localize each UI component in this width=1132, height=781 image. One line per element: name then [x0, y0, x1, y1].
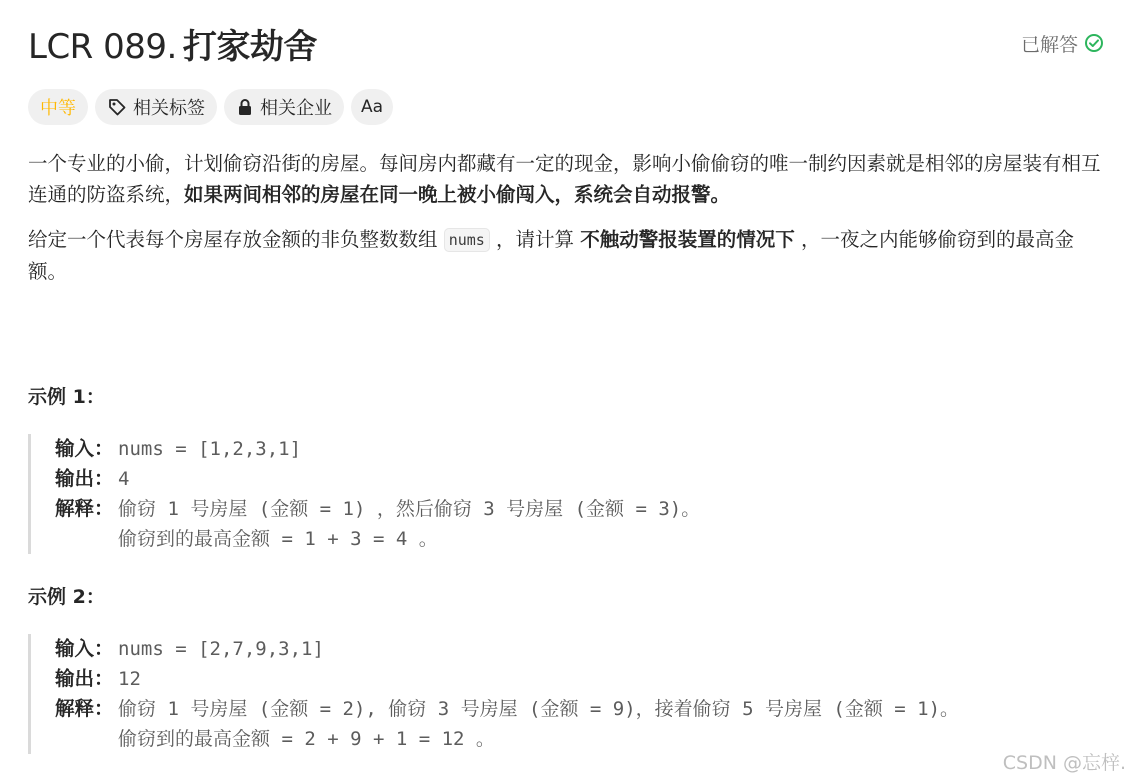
tag-icon	[107, 97, 127, 117]
check-circle-icon	[1084, 33, 1104, 53]
difficulty-label: 中等	[40, 98, 76, 119]
problem-id: LCR 089.	[28, 26, 177, 67]
example-2-block	[28, 634, 1104, 754]
description-warning: 如果两间相邻的房屋在同一晚上被小偷闯入，系统会自动报警。	[184, 183, 731, 206]
solved-label: 已解答	[1020, 33, 1078, 56]
related-tags-button[interactable]	[95, 89, 217, 125]
related-companies-button[interactable]	[224, 89, 344, 125]
example-1-title: 示例 1：	[28, 386, 105, 408]
difficulty-badge[interactable]	[28, 89, 88, 125]
example-1-input: 输入： nums = [1,2,3,1]	[55, 437, 302, 460]
watermark: CSDN @忘梓.	[1002, 752, 1126, 774]
translate-icon: Aa	[361, 97, 384, 117]
example-2-title: 示例 2：	[28, 586, 105, 608]
description-paragraph-1: 一个专业的小偷，计划偷窃沿街的房屋。每间房内都藏有一定的现金，影响小偷偷窃的唯一制约因素就是相邻的房屋装有相互连通的防盗系统，如果两间相邻的房屋在同一晚上被小偷闯入，系统会自动报警。	[28, 152, 1101, 206]
example-2-explanation-cont: 偷窃到的最高金额 = 2 + 9 + 1 = 12 。	[118, 728, 495, 750]
solved-status	[1021, 30, 1104, 57]
problem-name: 打家劫舍	[182, 26, 317, 67]
example-2-input: 输入： nums = [2,7,9,3,1]	[55, 637, 324, 660]
example-1-block	[28, 434, 1104, 554]
problem-header	[28, 18, 1104, 68]
tag-bar	[28, 89, 393, 125]
description-paragraph-2: 给定一个代表每个房屋存放金额的非负整数数组 nums ，请计算 不触动警报装置的情况下 ，一夜之内能够偷窃到的最高金额。	[28, 228, 1074, 283]
example-1-explanation: 解释： 偷窃 1 号房屋 (金额 = 1) ，然后偷窃 3 号房屋 (金额 = 3)。	[55, 497, 701, 520]
example-1-output: 输出： 4	[55, 467, 130, 490]
description-constraint: 不触动警报装置的情况下	[580, 228, 795, 251]
problem-description	[28, 148, 1104, 301]
example-2-explanation: 解释： 偷窃 1 号房屋 (金额 = 2), 偷窃 3 号房屋 (金额 = 9)，接着偷窃 5 号房屋 (金额 = 1)。	[55, 697, 960, 720]
lock-icon	[236, 98, 254, 116]
problem-title[interactable]	[28, 19, 317, 68]
translate-button[interactable]	[351, 89, 393, 125]
related-tags-label: 相关标签	[133, 98, 205, 119]
inline-code-nums: nums	[444, 228, 490, 252]
related-companies-label: 相关企业	[260, 98, 332, 119]
example-2-output: 输出： 12	[55, 667, 141, 690]
example-1-explanation-cont: 偷窃到的最高金额 = 1 + 3 = 4 。	[118, 528, 438, 550]
